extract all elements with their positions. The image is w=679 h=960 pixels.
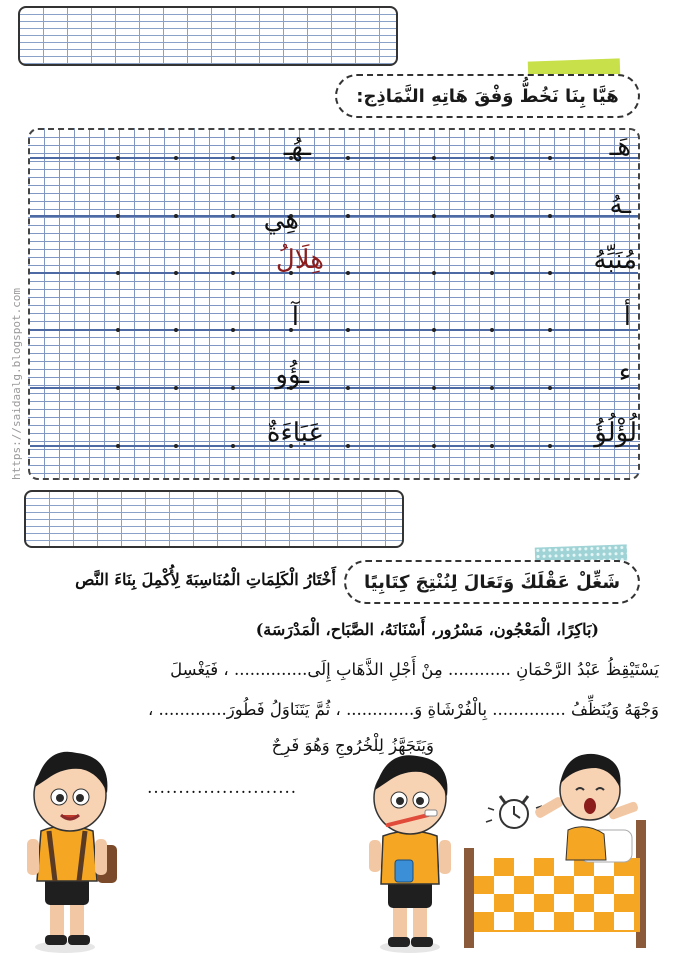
- guide-dot: [548, 328, 552, 332]
- model-left-2: هِي: [263, 205, 299, 235]
- exercise-line-2[interactable]: وَجْهَهُ وَيُنَظِّفُ .............. بِالْفُرْشَاةِ وَ............. ، ثُمَّ يَتَنَاوَلُ فَطُورَ............. ،: [147, 700, 659, 719]
- guide-dot: [174, 156, 178, 160]
- guide-dot: [548, 444, 552, 448]
- guide-dot: [432, 271, 436, 275]
- guide-dot: [432, 328, 436, 332]
- guide-dot: [346, 328, 350, 332]
- guide-dot: [432, 444, 436, 448]
- model-right-3: مُنَبِّهُ: [593, 245, 637, 275]
- guide-dot: [432, 214, 436, 218]
- guide-dot: [174, 214, 178, 218]
- guide-dot: [174, 328, 178, 332]
- watermark: https://saidaalg.blogspot.com: [10, 287, 23, 480]
- guide-dot: [432, 386, 436, 390]
- guide-dot: [116, 386, 120, 390]
- model-left-5: ـؤُو: [275, 360, 309, 390]
- boy-backpack-illustration: [15, 735, 135, 955]
- middle-handwriting-box[interactable]: [24, 490, 404, 548]
- model-right-4: أ: [623, 302, 631, 332]
- guide-dot: [174, 444, 178, 448]
- practice-grid[interactable]: [28, 128, 640, 480]
- guide-dot: [346, 271, 350, 275]
- model-left-1: ـهُـ: [283, 132, 311, 162]
- guide-dot: [116, 444, 120, 448]
- guide-dot: [490, 386, 494, 390]
- baseline-2: [30, 215, 638, 217]
- section1-title-text: هَيَّا بِنَا نَخُطُّ وَفْقَ هَاتِهِ النَّمَاذِج:: [356, 85, 619, 107]
- section2-title: [344, 560, 640, 604]
- guide-dot: [231, 214, 235, 218]
- guide-dot: [346, 444, 350, 448]
- exercise-line-3[interactable]: وَيَتَجَهَّزُ لِلْخُرُوجِ وَهُوَ فَرِحٌ: [271, 736, 434, 755]
- guide-dot: [174, 386, 178, 390]
- guide-dot: [116, 328, 120, 332]
- guide-dot: [231, 444, 235, 448]
- model-right-1: هَـ: [609, 132, 631, 162]
- guide-dot: [174, 271, 178, 275]
- baseline-5: [30, 387, 638, 389]
- guide-dot: [490, 156, 494, 160]
- baseline-6: [30, 445, 638, 447]
- section1-title: [335, 74, 640, 118]
- section2-title-text: شَغِّلْ عَقْلَكَ وَتَعَالَ لِنُنْتِجَ كِتَابِيًا: [363, 571, 621, 593]
- boy-waking-bed-illustration: [460, 730, 670, 955]
- word-bank: (بَاكِرًا، الْمَعْجُون، مَسْرُور، أَسْنَانَهُ، الصَّبَاح، الْمَدْرَسَة): [255, 620, 599, 639]
- guide-dot: [346, 156, 350, 160]
- boy-brushing-teeth-illustration: [355, 740, 475, 955]
- top-handwriting-box[interactable]: [18, 6, 398, 66]
- guide-dot: [548, 156, 552, 160]
- guide-dot: [490, 444, 494, 448]
- guide-dot: [231, 156, 235, 160]
- guide-dot: [231, 386, 235, 390]
- guide-dot: [548, 271, 552, 275]
- baseline-4: [30, 329, 638, 331]
- guide-dot: [432, 156, 436, 160]
- guide-dot: [490, 271, 494, 275]
- model-right-2: ـهُ: [609, 190, 631, 220]
- model-left-3: هِلَالُ: [275, 245, 324, 275]
- guide-dot: [231, 328, 235, 332]
- model-left-4: آ: [291, 302, 299, 332]
- exercise-line-4[interactable]: ........................: [147, 778, 297, 797]
- guide-dot: [548, 386, 552, 390]
- baseline-3: [30, 272, 638, 274]
- guide-dot: [548, 214, 552, 218]
- guide-dot: [346, 214, 350, 218]
- guide-dot: [490, 328, 494, 332]
- guide-dot: [116, 156, 120, 160]
- model-left-6: عَبَاءَةٌ: [266, 418, 324, 448]
- guide-dot: [346, 386, 350, 390]
- guide-dot: [231, 271, 235, 275]
- guide-dot: [490, 214, 494, 218]
- model-right-5: ء: [618, 358, 631, 388]
- exercise-instruction: أَخْتَارُ الْكَلِمَاتِ الْمُنَاسِبَةَ لِأُكْمِلَ بِنَاءَ النَّص: [75, 570, 336, 589]
- model-right-6: لُؤْلُؤُ: [594, 418, 637, 448]
- exercise-line-1[interactable]: يَسْتَيْقِظُ عَبْدُ الرَّحْمَانِ ............ مِنْ أَجْلِ الذَّهَابِ إِلَى.............. ، فَيَغْسِلَ: [170, 660, 659, 679]
- baseline-1: [30, 157, 638, 159]
- guide-dot: [116, 271, 120, 275]
- guide-dot: [116, 214, 120, 218]
